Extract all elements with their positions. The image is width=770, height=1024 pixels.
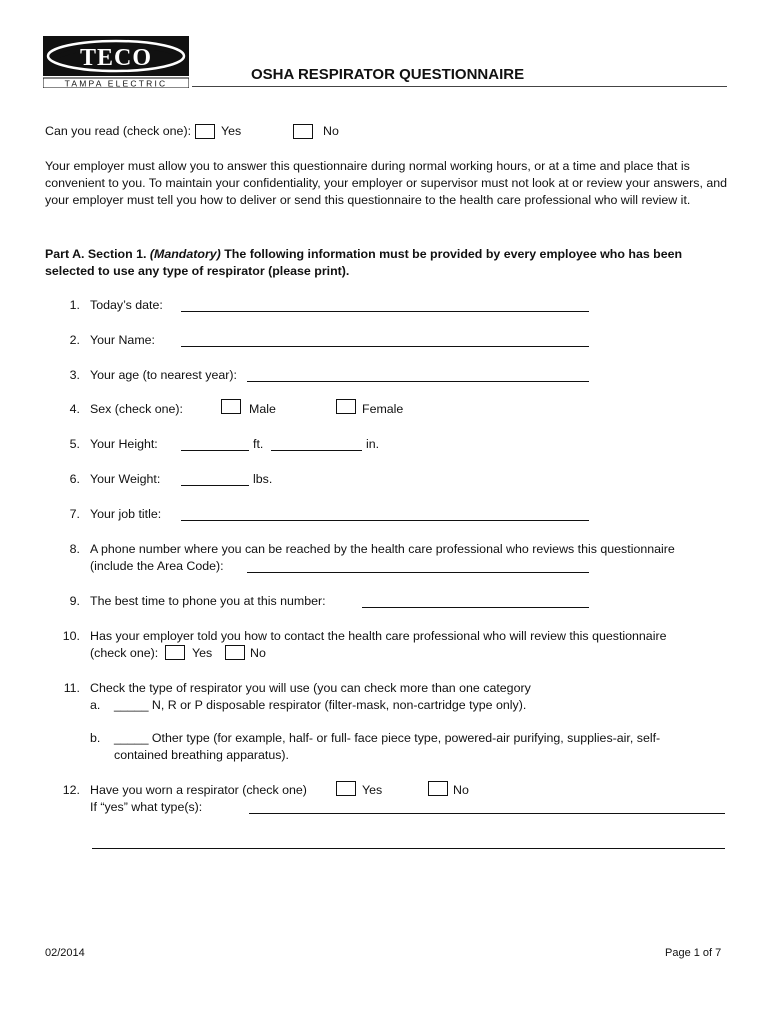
height-inches-unit: in. [366, 437, 380, 451]
item-9-number: 9. [69, 594, 80, 608]
item-7-label: Your job title: [90, 507, 162, 521]
worn-yes-checkbox[interactable] [336, 781, 356, 796]
item-11a-desc: N, R or P disposable respirator (filter-mask, non-cartridge type only). [148, 698, 527, 712]
item-12-label: Have you worn a respirator (check one) [90, 783, 307, 797]
item-11b-text2: contained breathing apparatus). [114, 748, 289, 762]
logo-brand-text: TECO [79, 45, 153, 71]
intro-paragraph: Your employer must allow you to answer this questionnaire during normal working hours, or at a time and place that is convenient to you. To maintain your confidentiality, your employer or supervisor must not look at or review your answers, and your employer must tell you how to deliver or send this questionnaire to the health care professional who will review it. [45, 159, 728, 207]
item-11-number: 11. [63, 681, 80, 695]
item-4-label: Sex (check one): [90, 402, 183, 416]
item-12-if-yes: If “yes” what type(s): [90, 800, 203, 814]
height-feet-unit: ft. [253, 437, 264, 451]
contact-no-checkbox[interactable] [225, 645, 245, 660]
item-11b-letter: b. [90, 731, 101, 745]
read-no-checkbox[interactable] [293, 124, 313, 139]
read-yes-label: Yes [221, 124, 242, 138]
item-10-line2: (check one): [90, 646, 159, 660]
part-a-prefix: Part A. Section 1. [45, 247, 150, 261]
worn-no-label: No [453, 783, 469, 797]
item-11a-text [114, 698, 526, 712]
worn-no-checkbox[interactable] [428, 781, 448, 796]
respirator-type-field-2[interactable] [92, 848, 725, 849]
sex-male-label: Male [249, 402, 276, 416]
sex-male-checkbox[interactable] [221, 399, 241, 414]
weight-field[interactable] [181, 485, 249, 486]
item-7-number: 7. [69, 507, 80, 521]
title-rule [192, 86, 727, 87]
item-11-label: Check the type of respirator you will use (you can check more than one category [90, 681, 531, 695]
item-11a-blank[interactable]: _____ [114, 698, 149, 712]
item-10-number: 10. [62, 629, 80, 643]
item-12-number: 12. [62, 783, 80, 797]
part-a-mandatory: (Mandatory) [149, 247, 221, 261]
item-8-line1: A phone number where you can be reached by the health care professional who reviews this questionnaire [90, 542, 675, 556]
read-yes-checkbox[interactable] [195, 124, 215, 139]
footer-date: 02/2014 [45, 947, 85, 959]
item-9-label: The best time to phone you at this number: [90, 594, 326, 608]
item-11b-blank[interactable]: _____ [114, 731, 149, 745]
item-8-line2: (include the Area Code): [90, 559, 224, 573]
footer-page-number: Page 1 of 7 [665, 947, 722, 959]
item-2-number: 2. [69, 333, 80, 347]
item-10-line1: Has your employer told you how to contact the health care professional who will review this questionnaire [90, 629, 667, 643]
logo-subtitle-text: TAMPA ELECTRIC [64, 78, 168, 88]
todays-date-field[interactable] [181, 311, 589, 312]
sex-female-label: Female [362, 402, 404, 416]
height-inches-field[interactable] [271, 450, 362, 451]
phone-number-field[interactable] [247, 572, 589, 573]
item-11b-text [114, 731, 660, 745]
item-3-number: 3. [69, 368, 80, 382]
contact-no-label: No [250, 646, 266, 660]
read-no-label: No [323, 124, 339, 138]
item-8-number: 8. [69, 542, 80, 556]
item-1-label: Today’s date: [90, 298, 163, 312]
teco-logo [43, 36, 189, 88]
item-11b-desc: Other type (for example, half- or full- face piece type, powered-air purifying, supplies-air, self- [148, 731, 661, 745]
item-2-label: Your Name: [90, 333, 155, 347]
read-question-label: Can you read (check one): [45, 124, 192, 138]
job-title-field[interactable] [181, 520, 589, 521]
part-a-rest: The following information must be provided by every employee who has been selected to use any type of respirator (please print). [45, 247, 683, 278]
best-time-field[interactable] [362, 607, 589, 608]
item-11a-letter: a. [90, 698, 101, 712]
item-6-number: 6. [69, 472, 80, 486]
height-feet-field[interactable] [181, 450, 249, 451]
sex-female-checkbox[interactable] [336, 399, 356, 414]
item-5-number: 5. [69, 437, 80, 451]
page-title: OSHA RESPIRATOR QUESTIONNAIRE [251, 66, 525, 83]
worn-yes-label: Yes [362, 783, 383, 797]
contact-yes-checkbox[interactable] [165, 645, 185, 660]
name-field[interactable] [181, 346, 589, 347]
part-a-heading [45, 246, 735, 280]
item-6-label: Your Weight: [90, 472, 161, 486]
age-field[interactable] [247, 381, 589, 382]
item-1-number: 1. [69, 298, 80, 312]
item-4-number: 4. [69, 402, 80, 416]
item-5-label: Your Height: [90, 437, 158, 451]
weight-unit: lbs. [253, 472, 273, 486]
logo-graphic [43, 36, 189, 88]
respirator-type-field[interactable] [249, 813, 725, 814]
contact-yes-label: Yes [192, 646, 213, 660]
item-3-label: Your age (to nearest year): [90, 368, 237, 382]
